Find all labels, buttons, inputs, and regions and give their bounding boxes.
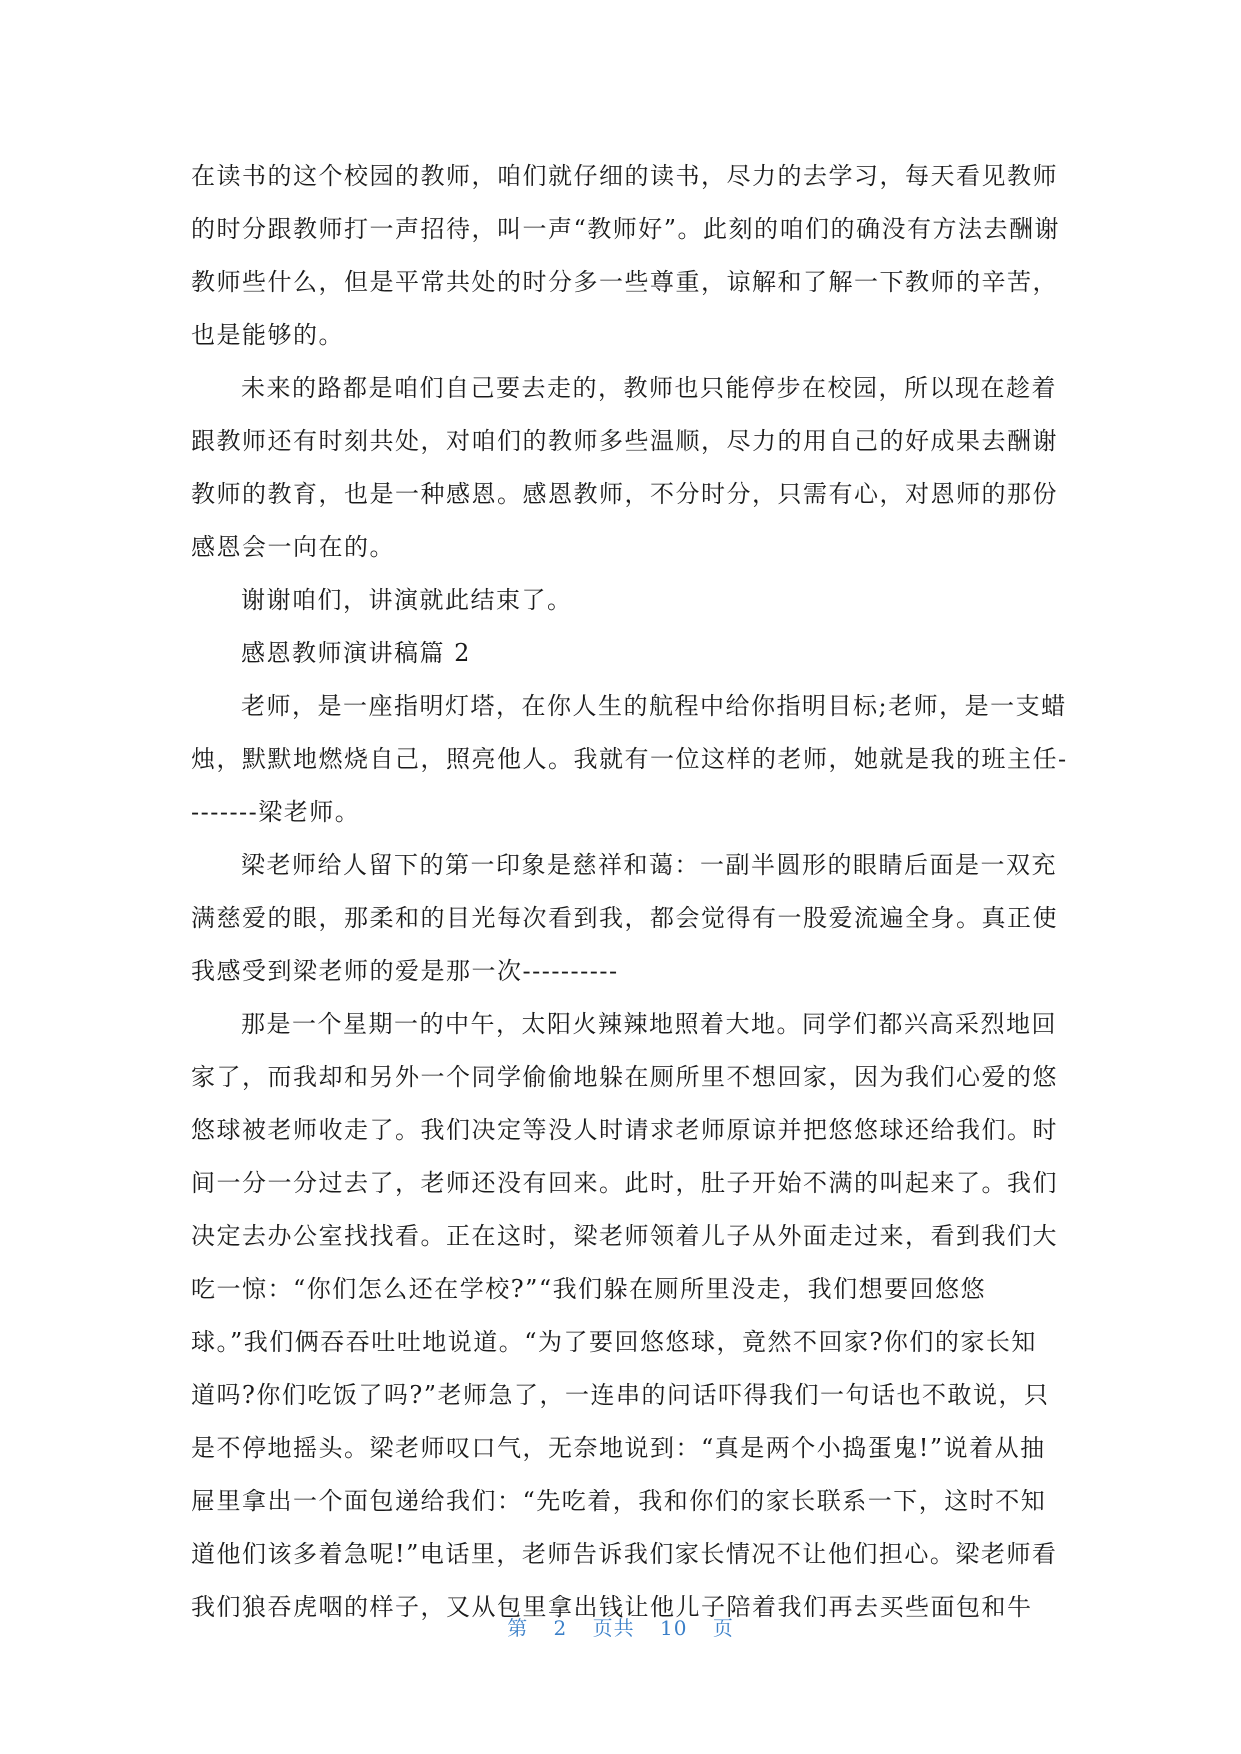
- text-line: 也是能够的。: [191, 321, 344, 349]
- text-line: 梁老师给人留下的第一印象是慈祥和蔼：一副半圆形的眼睛后面是一双充: [241, 851, 1057, 879]
- text-line: 那是一个星期一的中午，太阳火辣辣地照着大地。同学们都兴高采烈地回: [241, 1010, 1057, 1038]
- text-line: 间一分一分过去了，老师还没有回来。此时，肚子开始不满的叫起来了。我们: [191, 1169, 1058, 1197]
- text-line: 谢谢咱们，讲演就此结束了。: [241, 586, 573, 614]
- text-line: 感恩教师演讲稿篇 2: [241, 639, 471, 667]
- current-page-number: 2: [553, 1616, 568, 1640]
- footer-label-ye: 页: [712, 1616, 734, 1640]
- text-line: 老师，是一座指明灯塔，在你人生的航程中给你指明目标;老师，是一支蜡: [241, 692, 1067, 720]
- text-line: 我们狼吞虎咽的样子，又从包里拿出钱让他儿子陪着我们再去买些面包和牛: [191, 1593, 1033, 1621]
- text-line: 烛，默默地燃烧自己，照亮他人。我就有一位这样的老师，她就是我的班主任-: [191, 745, 1068, 773]
- text-line: 教师些什么，但是平常共处的时分多一些尊重，谅解和了解一下教师的辛苦，: [191, 268, 1058, 296]
- paragraph: [191, 150, 1061, 362]
- text-line: 是不停地摇头。梁老师叹口气，无奈地说到：“真是两个小捣蛋鬼!”说着从抽: [191, 1434, 1046, 1462]
- text-line: 感恩会一向在的。: [191, 533, 395, 561]
- text-line: 我感受到梁老师的爱是那一次----------: [191, 957, 619, 985]
- paragraph: [191, 574, 1057, 627]
- text-line: 未来的路都是咱们自己要去走的，教师也只能停步在校园，所以现在趁着: [241, 374, 1057, 402]
- document-body: [191, 150, 1068, 1634]
- paragraph: [191, 839, 1057, 998]
- text-line: 悠球被老师收走了。我们决定等没人时请求老师原谅并把悠悠球还给我们。时: [191, 1116, 1058, 1144]
- text-line: 跟教师还有时刻共处，对咱们的教师多些温顺，尽力的用自己的好成果去酬谢: [191, 427, 1058, 455]
- text-line: 在读书的这个校园的教师，咱们就仔细的读书，尽力的去学习，每天看见教师: [191, 162, 1058, 190]
- text-line: 道他们该多着急呢!”电话里，老师告诉我们家长情况不让他们担心。梁老师看: [191, 1540, 1058, 1568]
- text-line: 道吗?你们吃饭了吗?”老师急了，一连串的问话吓得我们一句话也不敢说，只: [191, 1381, 1050, 1409]
- text-line: 家了，而我却和另外一个同学偷偷地躲在厕所里不想回家，因为我们心爱的悠: [191, 1063, 1058, 1091]
- section-heading: [191, 627, 1057, 680]
- footer-label-di: 第: [507, 1616, 529, 1640]
- paragraph: [191, 998, 1057, 1634]
- paragraph: [191, 680, 1068, 839]
- text-line: 的时分跟教师打一声招待，叫一声“教师好”。此刻的咱们的确没有方法去酬谢: [191, 215, 1061, 243]
- total-pages-number: 10: [660, 1616, 688, 1640]
- text-line: 决定去办公室找找看。正在这时，梁老师领着儿子从外面走过来，看到我们大: [191, 1222, 1058, 1250]
- page-footer: [0, 1612, 1241, 1641]
- paragraph: [191, 362, 1057, 574]
- text-line: 吃一惊：“你们怎么还在学校?”“我们躲在厕所里没走，我们想要回悠悠: [191, 1275, 987, 1303]
- text-line: 满慈爱的眼，那柔和的目光每次看到我，都会觉得有一股爱流遍全身。真正使: [191, 904, 1058, 932]
- text-line: 球。”我们俩吞吞吐吐地说道。“为了要回悠悠球，竟然不回家?你们的家长知: [191, 1328, 1037, 1356]
- text-line: 屉里拿出一个面包递给我们：“先吃着，我和你们的家长联系一下，这时不知: [191, 1487, 1047, 1515]
- text-line: -------梁老师。: [191, 798, 361, 826]
- footer-label-ye-gong: 页共: [592, 1616, 635, 1640]
- text-line: 教师的教育，也是一种感恩。感恩教师，不分时分，只需有心，对恩师的那份: [191, 480, 1058, 508]
